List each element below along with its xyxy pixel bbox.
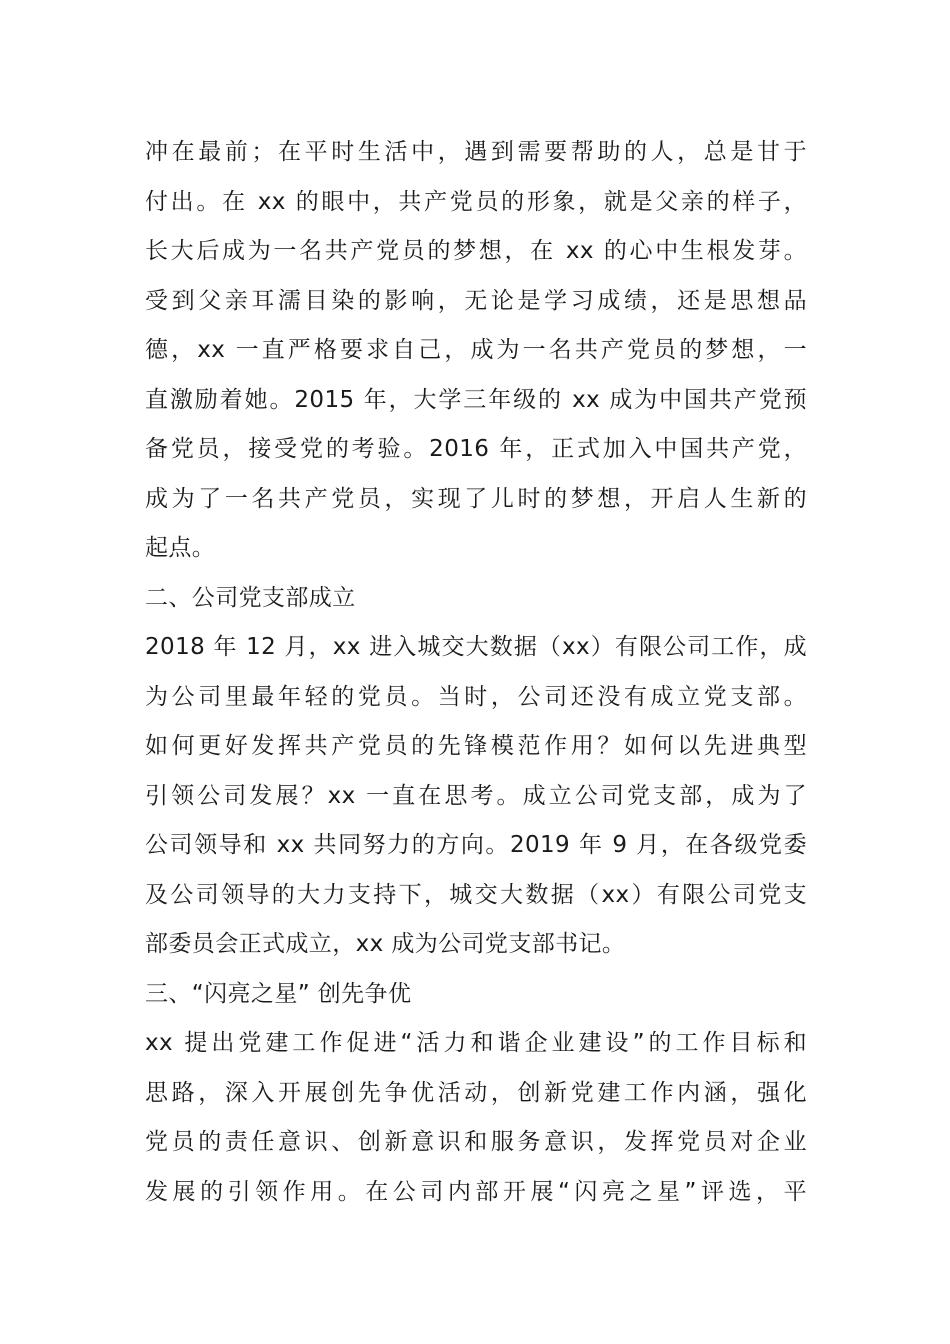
text-line: 冲在最前；在平时生活中，遇到需要帮助的人，总是甘于 — [145, 139, 807, 165]
text-line: 受到父亲耳濡目染的影响，无论是学习成绩，还是思想品 — [145, 287, 807, 314]
text-line: 引领公司发展？xx 一直在思考。成立公司党支部，成为了 — [145, 782, 807, 809]
paragraph-party-branch — [145, 623, 807, 970]
text-line: 及公司领导的大力支持下，城交大数据（xx）有限公司党支 — [145, 881, 807, 908]
text-line: 公司领导和 xx 共同努力的方向。2019 年 9 月，在各级党委 — [145, 832, 807, 858]
text-line: 直激励着她。2015 年，大学三年级的 xx 成为中国共产党预 — [145, 386, 807, 413]
paragraph-shining-star — [145, 1019, 807, 1217]
text-line: 部委员会正式成立，xx 成为公司党支部书记。 — [145, 931, 626, 957]
text-line: 2018 年 12 月，xx 进入城交大数据（xx）有限公司工作，成 — [145, 634, 807, 660]
section-heading-shining-star: 三、“闪亮之星” 创先争优 — [145, 980, 412, 1007]
text-line: 起点。 — [145, 535, 216, 561]
section-heading-party-branch: 二、公司党支部成立 — [145, 584, 356, 611]
text-line: 德，xx 一直严格要求自己，成为一名共产党员的梦想，一 — [145, 337, 807, 363]
text-line: 思路，深入开展创先争优活动，创新党建工作内涵，强化 — [145, 1079, 807, 1106]
text-line: 备党员，接受党的考验。2016 年，正式加入中国共产党， — [145, 436, 807, 462]
text-line: 成为了一名共产党员，实现了儿时的梦想，开启人生新的 — [145, 485, 807, 512]
text-line: 如何更好发挥共产党员的先锋模范作用？如何以先进典型 — [145, 733, 807, 759]
paragraph-father-influence — [145, 128, 807, 574]
text-line: 付出。在 xx 的眼中，共产党员的形象，就是父亲的样子， — [145, 188, 807, 215]
document-body — [145, 128, 807, 1217]
text-line: 党员的责任意识、创新意识和服务意识，发挥党员对企业 — [145, 1129, 807, 1155]
text-line: 为公司里最年轻的党员。当时，公司还没有成立党支部。 — [145, 683, 807, 710]
text-line: 长大后成为一名共产党员的梦想，在 xx 的心中生根发芽。 — [145, 238, 807, 264]
text-line: 发展的引领作用。在公司内部开展“闪亮之星”评选，平 — [145, 1178, 807, 1205]
text-line: xx 提出党建工作促进“活力和谐企业建设”的工作目标和 — [145, 1030, 807, 1056]
